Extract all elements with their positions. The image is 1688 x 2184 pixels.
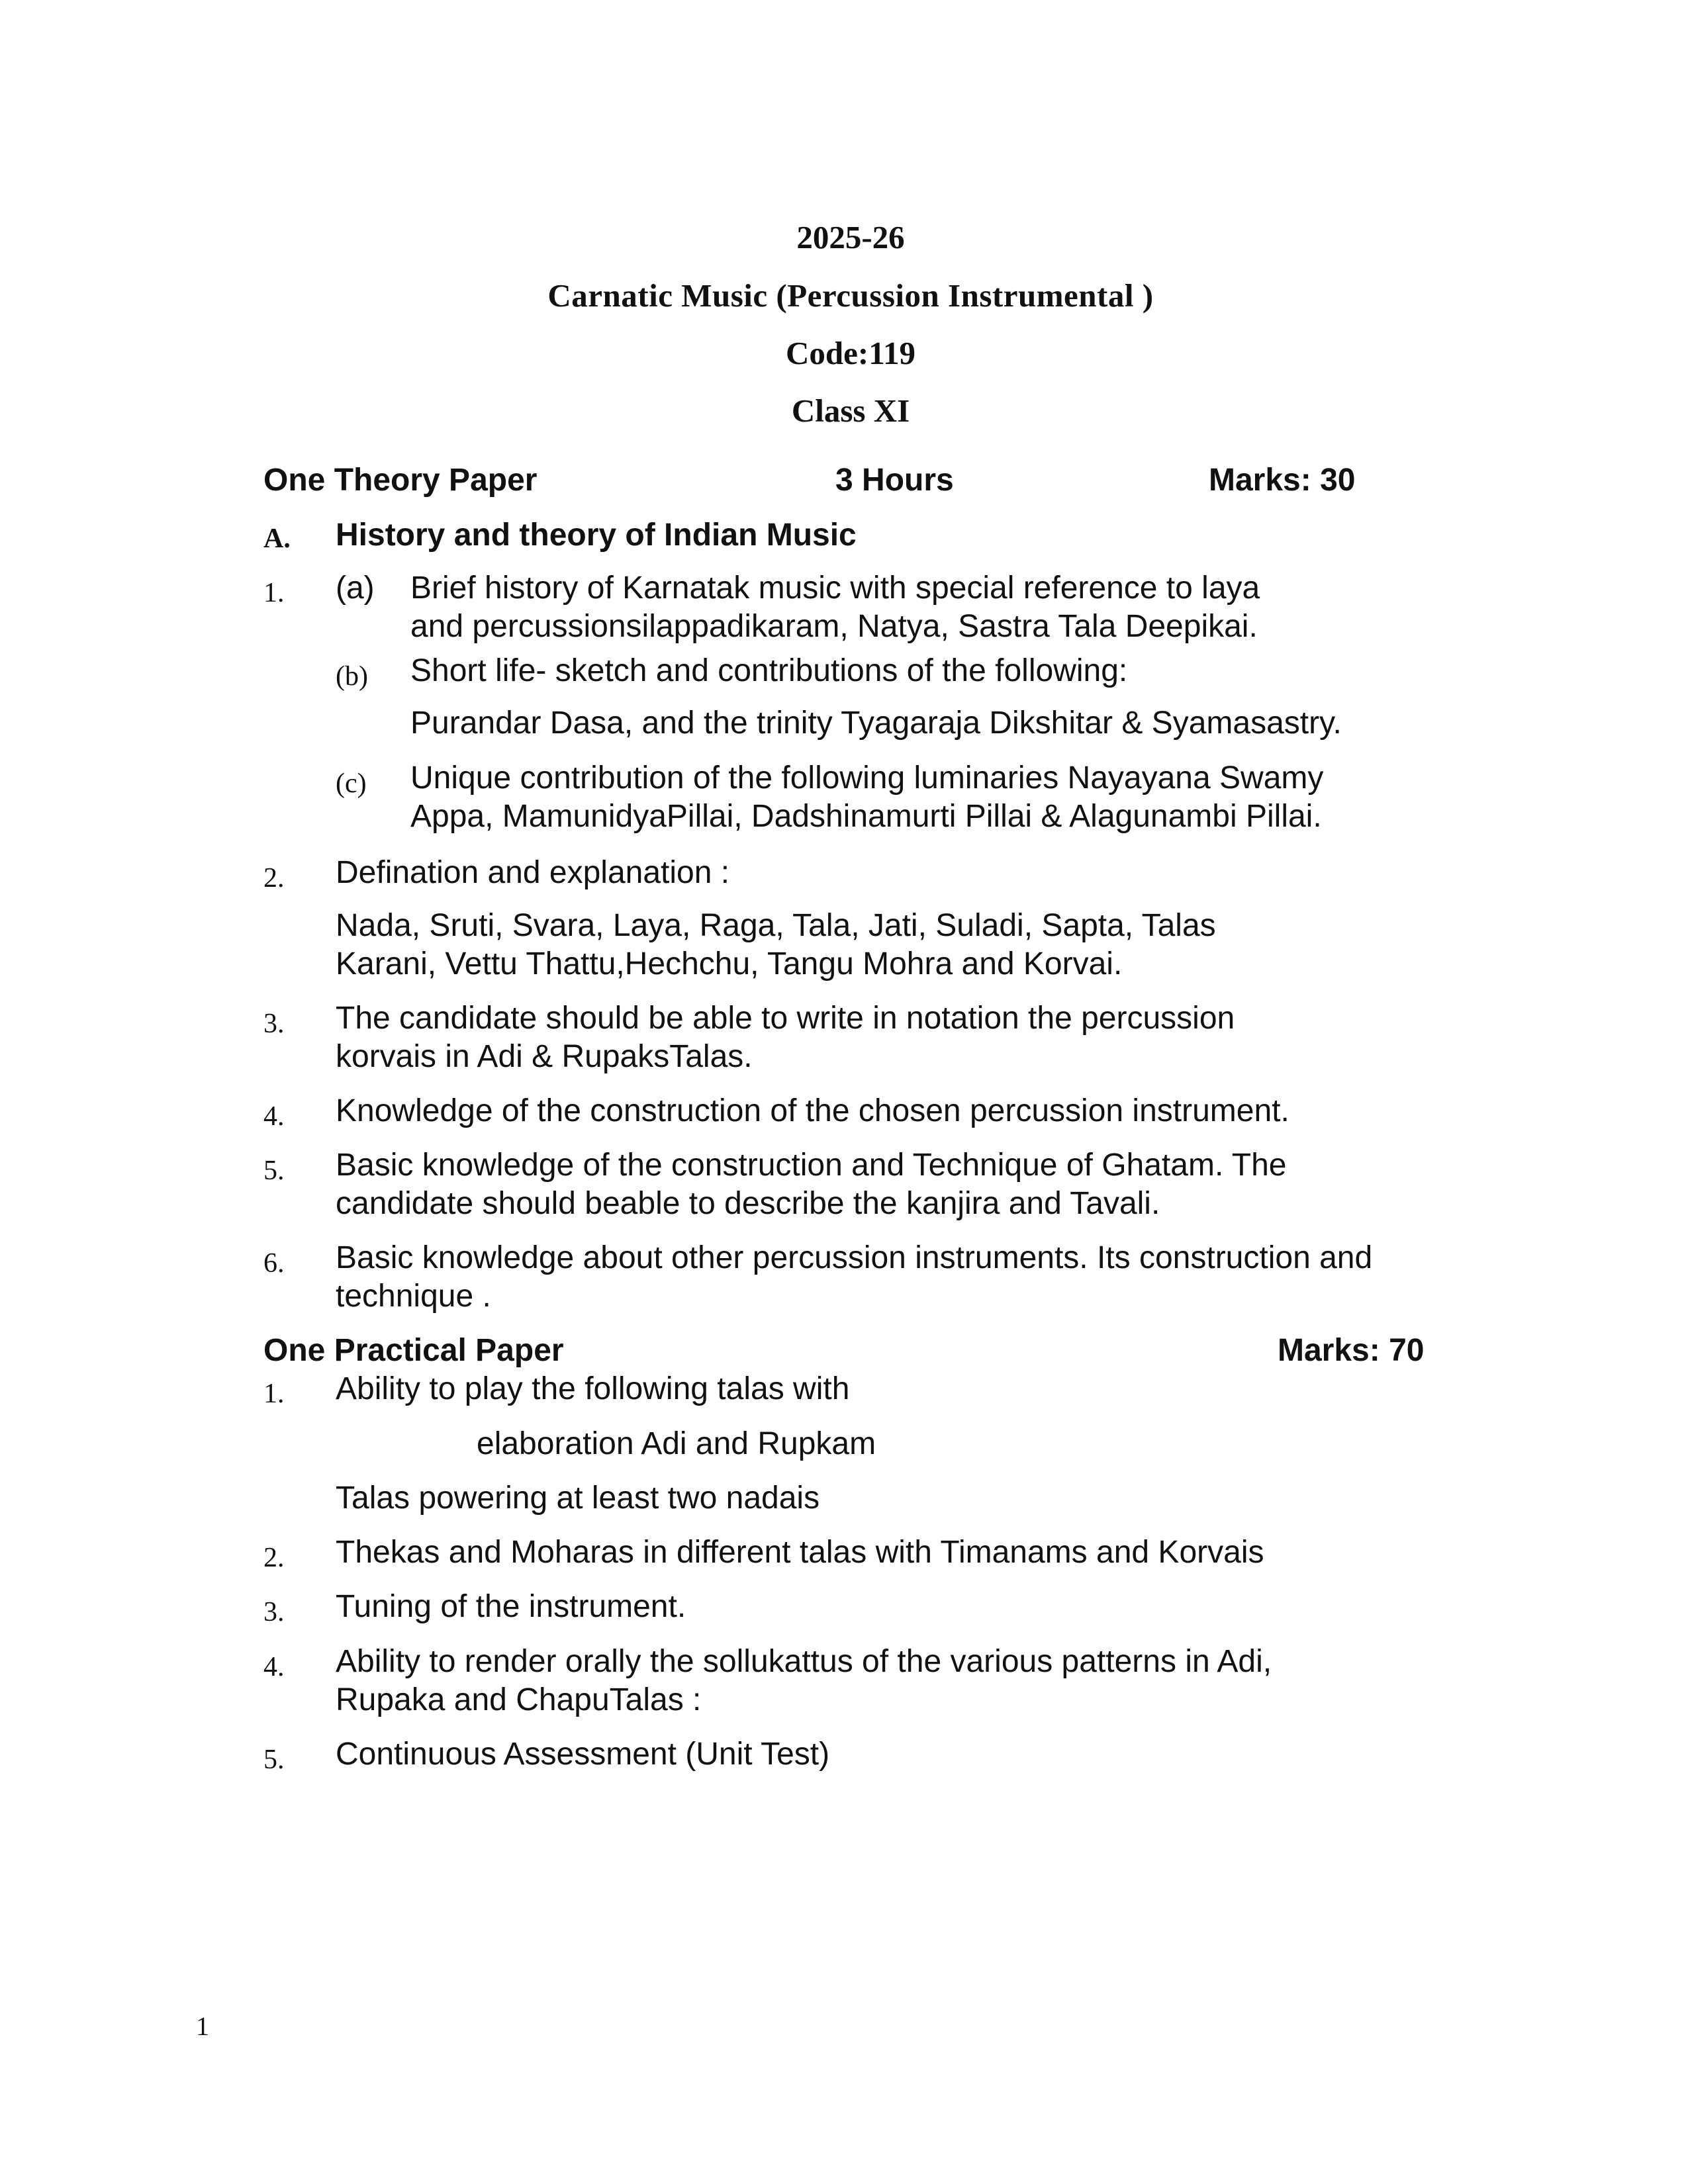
item-line-2: korvais in Adi & RupaksTalas. (336, 1039, 753, 1074)
theory-paper-label: One Theory Paper (263, 463, 538, 498)
section-title: History and theory of Indian Music (336, 518, 857, 553)
item-number: 6. (263, 1248, 285, 1279)
theory-marks: Marks: 30 (1209, 463, 1356, 498)
item-number: 2. (263, 1543, 285, 1573)
item-number: 3. (263, 1597, 285, 1627)
subitem-a-line-1: Brief history of Karnatak music with special reference to laya (410, 570, 1260, 606)
subitem-label: (b) (336, 661, 368, 692)
item-number: 3. (263, 1009, 285, 1039)
item-number: 5. (263, 1745, 285, 1775)
item-line-1: Basic knowledge of the construction and Technique of Ghatam. The (336, 1148, 1287, 1183)
subitem-b-line-1: Short life- sketch and contributions of the following: (410, 653, 1128, 688)
item-number: 1. (263, 1379, 285, 1409)
item-line-1: Continuous Assessment (Unit Test) (336, 1737, 830, 1772)
item-line-1: Basic knowledge about other percussion instruments. Its construction and (336, 1240, 1373, 1275)
item-number: 1. (263, 578, 285, 608)
item-line-1: Thekas and Moharas in different talas with Timanams and Korvais (336, 1535, 1264, 1570)
section-letter: A. (263, 523, 291, 554)
item-line-1: Ability to render orally the sollukattus of the various patterns in Adi, (336, 1644, 1272, 1679)
practical-marks: Marks: 70 (1278, 1333, 1425, 1368)
subitem-label: (c) (336, 768, 367, 799)
item-number: 4. (263, 1652, 285, 1682)
subitem-c-line-2: Appa, MamunidyaPillai, Dadshinamurti Pillai & Alagunambi Pillai. (410, 799, 1322, 834)
item-line-2: elaboration Adi and Rupkam (477, 1426, 876, 1461)
course-title: Carnatic Music (Percussion Instrumental ) (547, 277, 1154, 314)
class-level: Class XI (791, 392, 910, 429)
item-line-2: Rupaka and ChapuTalas : (336, 1682, 702, 1717)
practical-paper-label: One Practical Paper (263, 1333, 564, 1368)
item-line-1: Defination and explanation : (336, 855, 730, 890)
subitem-c-line-1: Unique contribution of the following luminaries Nayayana Swamy (410, 760, 1324, 796)
item-line-3: Talas powering at least two nadais (336, 1480, 820, 1516)
page-number: 1 (196, 2011, 209, 2041)
item-line-1: Knowledge of the construction of the chosen percussion instrument. (336, 1093, 1289, 1128)
course-code: Code:119 (786, 335, 915, 371)
item-line-1: Ability to play the following talas with (336, 1371, 850, 1406)
academic-year: 2025-26 (796, 219, 905, 255)
item-line-1: The candidate should be able to write in notation the percussion (336, 1001, 1235, 1036)
item-number: 5. (263, 1156, 285, 1186)
item-number: 4. (263, 1101, 285, 1132)
subitem-b-line-2: Purandar Dasa, and the trinity Tyagaraja Dikshitar & Syamasastry. (410, 705, 1342, 741)
item-line-2: Nada, Sruti, Svara, Laya, Raga, Tala, Jati, Suladi, Sapta, Talas (336, 908, 1216, 943)
item-line-1: Tuning of the instrument. (336, 1589, 686, 1624)
subitem-a-line-2: and percussionsilappadikaram, Natya, Sastra Tala Deepikai. (410, 609, 1258, 644)
item-line-2: technique . (336, 1279, 491, 1314)
subitem-label: (a) (336, 570, 375, 606)
theory-duration: 3 Hours (835, 463, 954, 498)
item-line-3: Karani, Vettu Thattu,Hechchu, Tangu Mohra and Korvai. (336, 946, 1123, 981)
item-line-2: candidate should beable to describe the kanjira and Tavali. (336, 1186, 1160, 1221)
item-number: 2. (263, 863, 285, 893)
